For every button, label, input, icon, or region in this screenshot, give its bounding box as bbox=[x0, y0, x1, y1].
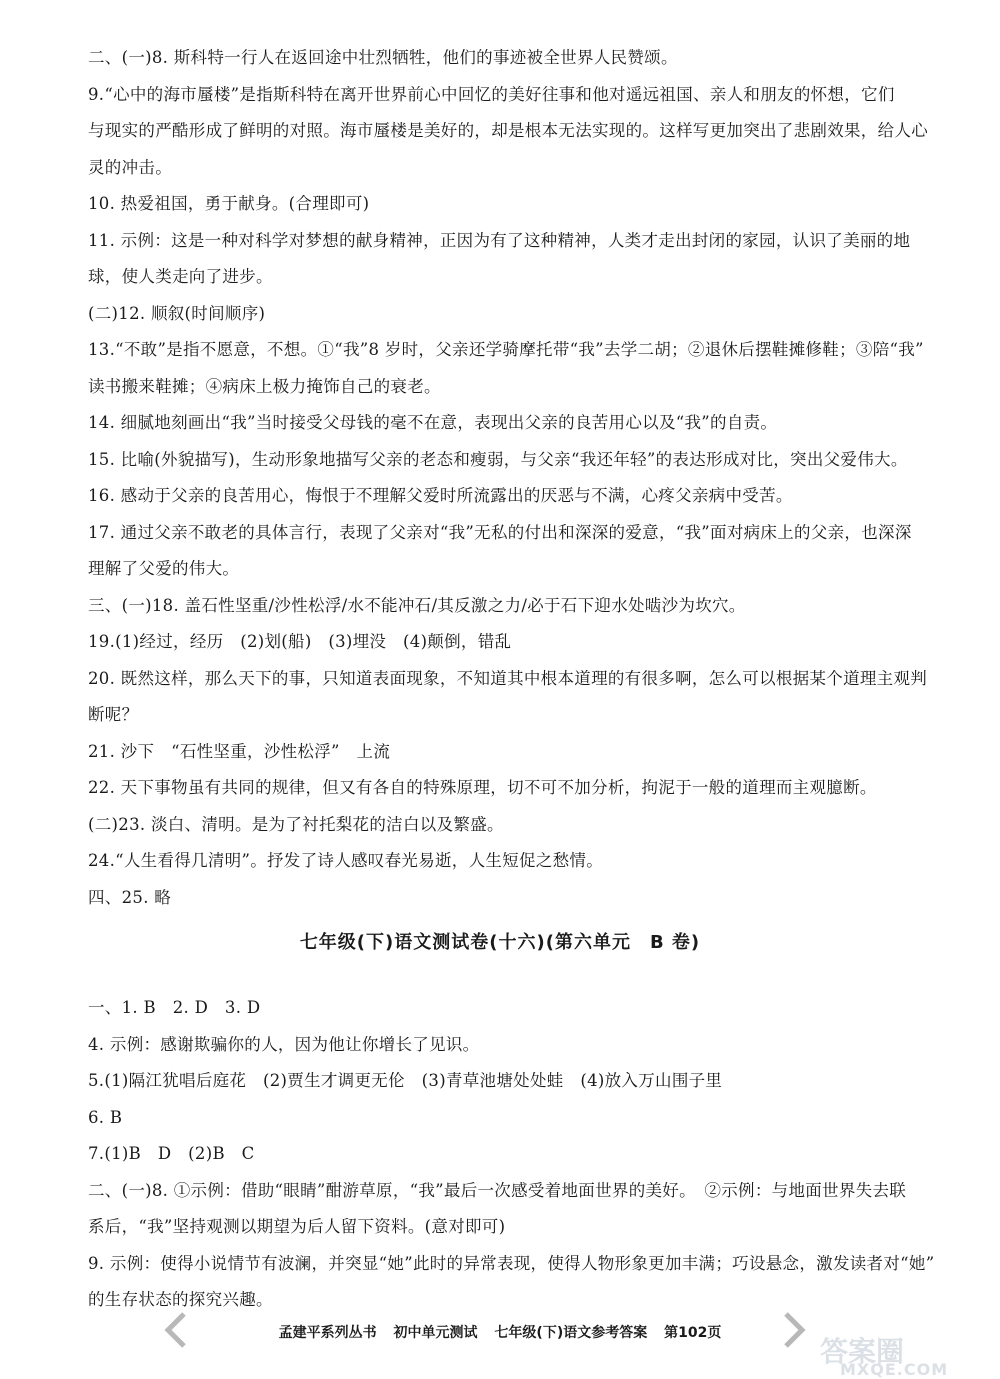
answer-line: 4. 示例：感谢欺骗你的人，因为他让你增长了见识。 bbox=[88, 1034, 480, 1054]
answer-line: 9. 示例：使得小说情节有波澜，并突显“她”此时的异常表现，使得人物形象更加丰满；巧设悬念，激发读者对“她” bbox=[88, 1253, 935, 1273]
answer-line: 16. 感动于父亲的良苦用心，悔恨于不理解父爱时所流露出的厌恶与不满，心疼父亲病中受苦。 bbox=[88, 486, 793, 505]
answer-line: 四、25. 略 bbox=[88, 887, 172, 907]
answer-line: 读书搬来鞋摊；④病床上极力掩饰自己的衰老。 bbox=[88, 376, 441, 396]
answer-line: 的生存状态的探究兴趣。 bbox=[88, 1290, 273, 1309]
answer-line: 17. 通过父亲不敢老的具体言行，表现了父亲对“我”无私的付出和深深的爱意，“我”面对病床上的父亲，也深深 bbox=[88, 522, 912, 542]
answer-line: 10. 热爱祖国，勇于献身。(合理即可) bbox=[88, 194, 370, 213]
answer-line: 9.“心中的海市蜃楼”是指斯科特在离开世界前心中回忆的美好往事和他对遥远祖国、亲人和朋友的怀想，它们 bbox=[88, 84, 895, 104]
answer-line: 一、1. B 2. D 3. D bbox=[88, 998, 261, 1017]
answer-line: 5.(1)隔江犹唱后庭花 (2)贾生才调更无伦 (3)青草池塘处处蛙 (4)放入万山围子里 bbox=[88, 1071, 723, 1090]
answers-section-15 bbox=[88, 40, 928, 916]
answer-line: 24.“人生看得几清明”。抒发了诗人感叹春光易逝，人生短促之愁情。 bbox=[88, 851, 604, 870]
answer-line: 球，使人类走向了进步。 bbox=[88, 267, 273, 286]
footer-subject: 七年级(下)语文参考答案 bbox=[494, 1325, 648, 1341]
answer-line: 15. 比喻(外貌描写)，生动形象地描写父亲的老态和瘦弱，与父亲“我还年轻”的表达形成对比，突出父爱伟大。 bbox=[88, 449, 908, 469]
footer-book: 初中单元测试 bbox=[393, 1325, 478, 1341]
answer-line: 20. 既然这样，那么天下的事，只知道表面现象，不知道其中根本道理的有很多啊，怎么可以根据某个道理主观判 bbox=[88, 668, 928, 688]
watermark-logo bbox=[780, 1330, 980, 1378]
answer-line: 二、(一)8. ①示例：借助“眼睛”酣游草原，“我”最后一次感受着地面世界的美好。 ②示例：与地面世界失去联 bbox=[88, 1180, 907, 1200]
answer-line: 13.“不敢”是指不愿意，不想。①“我”8 岁时，父亲还学骑摩托带“我”去学二胡；②退休后摆鞋摊修鞋；③陪“我” bbox=[88, 340, 924, 359]
footer-series: 孟建平系列丛书 bbox=[278, 1325, 377, 1341]
answer-line: 断呢？ bbox=[88, 705, 139, 724]
answer-line: 21. 沙下 “石性坚重，沙性松浮” 上流 bbox=[88, 741, 391, 761]
answers-section-16 bbox=[88, 990, 935, 1319]
answer-line: 19.(1)经过，经历 (2)划(船) (3)埋没 (4)颠倒，错乱 bbox=[88, 632, 512, 651]
answer-line: 7.(1)B D (2)B C bbox=[88, 1144, 255, 1163]
answer-line: 14. 细腻地刻画出“我”当时接受父母钱的毫不在意，表现出父亲的良苦用心以及“我”的自责。 bbox=[88, 413, 778, 432]
answer-line: 与现实的严酷形成了鲜明的对照。海市蜃楼是美好的，却是根本无法实现的。这样写更加突出了悲剧效果，给人心 bbox=[88, 121, 928, 140]
answer-line: 理解了父爱的伟大。 bbox=[88, 559, 240, 578]
watermark-text: 答案圈 bbox=[820, 1335, 905, 1368]
watermark-url: MXQE.COM bbox=[840, 1360, 949, 1379]
answer-line: (二)23. 淡白、清明。是为了衬托梨花的洁白以及繁盛。 bbox=[88, 814, 504, 834]
footer-page-number: 第102页 bbox=[664, 1325, 722, 1341]
answer-line: 6. B bbox=[88, 1107, 123, 1127]
answer-line: 灵的冲击。 bbox=[88, 157, 172, 177]
answer-line: 11. 示例：这是一种对科学对梦想的献身精神，正因为有了这种精神，人类才走出封闭的家园，认识了美丽的地 bbox=[88, 230, 911, 250]
answer-line: 二、(一)8. 斯科特一行人在返回途中壮烈牺牲，他们的事迹被全世界人民赞颂。 bbox=[88, 48, 678, 67]
answer-line: (二)12. 顺叙(时间顺序) bbox=[88, 303, 266, 323]
answer-line: 三、(一)18. 盖石性坚重/沙性松浮/水不能冲石/其反激之力/必于石下迎水处啮沙为坎穴。 bbox=[88, 595, 746, 615]
answer-line: 22. 天下事物虽有共同的规律，但又有各自的特殊原理，切不可不加分析，拘泥于一般的道理而主观臆断。 bbox=[88, 778, 877, 797]
answer-line: 系后，“我”坚持观测以期望为后人留下资料。(意对即可) bbox=[88, 1217, 506, 1236]
test-heading: 七年级(下)语文测试卷(十六)(第六单元 B 卷) bbox=[299, 932, 701, 953]
